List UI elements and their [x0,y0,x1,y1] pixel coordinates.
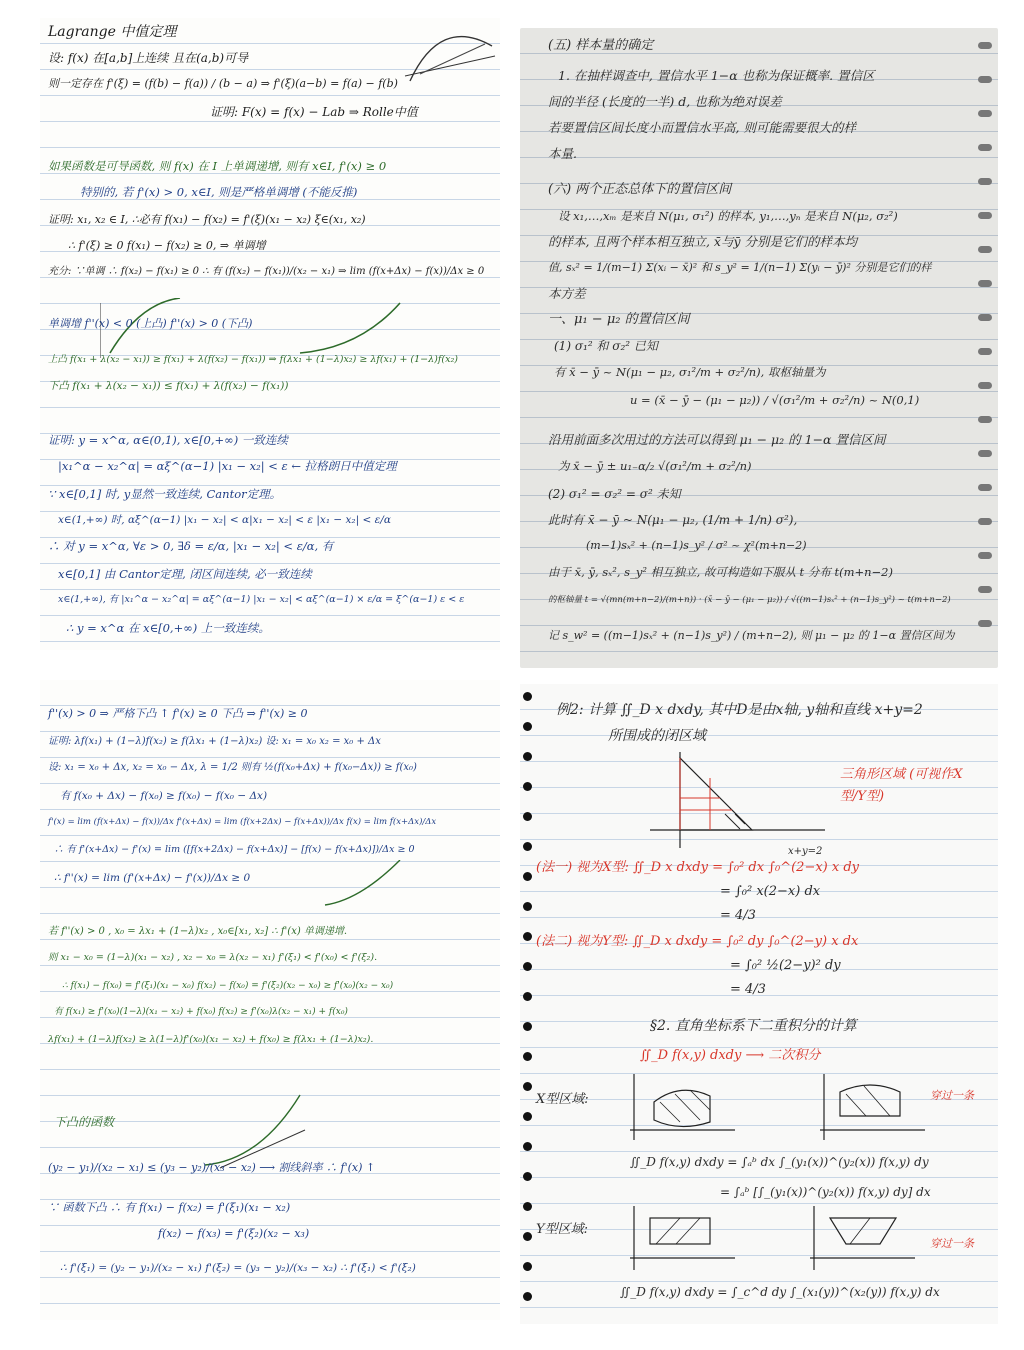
y-region-figure [620,1204,740,1274]
line-label: x+y=2 [788,846,823,857]
note-line: 记 s_w² = ((m−1)sₓ² + (n−1)s_y²) / (m+n−2), 则 μ₁ − μ₂ 的 1−α 置信区间为 [548,629,955,642]
note-line: 设: f(x) 在[a,b]上连续 且在(a,b)可导 [48,51,249,65]
x-region-figure-alt [810,1072,930,1142]
note-line: 间的半径 (长度的一半) d, 也称为绝对误差 [548,94,782,109]
note-line: (y₂ − y₁)/(x₂ − x₁) ≤ (y₃ − y₂)/(x₃ − x₂) ⟶ 割线斜率 ∴ f'(x) ↑ [48,1161,376,1174]
note-line: 本量. [548,146,577,161]
y-formula: ∬_D f(x,y) dxdy = ∫_c^d dy ∫_(x₁(y))^(x₂(y)) f(x,y) dx [620,1285,940,1299]
note-line: x∈[0,1] 由 Cantor定理, 闭区间连续, 必一致连续 [58,567,312,581]
note-line: 若要置信区间长度小而置信水平高, 则可能需要很大的样 [548,120,856,135]
example-title: 所围成的闭区域 [608,728,706,744]
note-line: f''(x) > 0 ⇒ 严格下凸 ↑ f'(x) ≥ 0 下凸 ⇒ f''(x) ≥ 0 [48,707,308,720]
note-line: ∵ x∈[0,1] 时, y显然一致连续, Cantor定理。 [48,487,282,501]
note-line: 设 x₁,…,xₘ 是来自 N(μ₁, σ₁²) 的样本, y₁,…,yₙ 是来自 N(μ₂, σ₂²) [558,209,898,223]
notes-bottom-right [520,684,998,1324]
note-line: (五) 样本量的确定 [548,38,654,53]
note-line: ∴ y = x^α 在 x∈[0,+∞) 上一致连续。 [66,621,270,635]
note-line: x∈(1,+∞) 时, αξ^(α−1) |x₁ − x₂| < α|x₁ − x₂| < ε |x₁ − x₂| < ε/α [58,514,391,526]
method-x-step: = ∫₀² x(2−x) dx [720,884,821,899]
secant-sketch [200,1090,310,1170]
note-line: 值, sₓ² = 1/(m−1) Σ(xᵢ − x̄)² 和 s_y² = 1/(n−1) Σ(yᵢ − ȳ)² 分别是它们的样 [548,261,932,274]
note-line: 由于 x̄, ȳ, sₓ², s_y² 相互独立, 故可构造如下服从 t 分布 t(m+n−2) [548,565,893,579]
note-line: (m−1)sₓ² + (n−1)s_y² / σ² ~ χ²(m+n−2) [586,539,807,552]
note-line: 下凸 f(x₁ + λ(x₂ − x₁)) ≤ f(x₁) + λ(f(x₂) − f(x₁)) [48,380,289,392]
note-line: 下凸的函数 [54,1115,115,1129]
note-line: ∴ f'(ξ) ≥ 0 f(x₁) − f(x₂) ≥ 0, ⇒ 单调增 [68,239,266,252]
x-formula: ∬_D f(x,y) dxdy = ∫ₐᵇ dx ∫_(y₁(x))^(y₂(x)) f(x,y) dy [630,1155,929,1169]
notes-bottom-left [40,680,500,1320]
note-line: f(x₂) − f(x₃) = f'(ξ₂)(x₂ − x₃) [158,1227,310,1240]
note-line: 则 x₁ − x₀ = (1−λ)(x₁ − x₂) , x₂ − x₀ = λ(x₂ − x₁) f'(ξ₁) < f'(x₀) < f'(ξ₂). [48,952,378,963]
note-line: ∴ f(x₁) − f(x₀) = f'(ξ₁)(x₁ − x₀) f(x₂) − f(x₀) = f'(ξ₂)(x₂ − x₀) ≥ f'(x₀)(x₂ − x₀) [62,981,394,991]
method-x: (法一) 视为X型: ∬_D x dxdy = ∫₀² dx ∫₀^(2−x) x dy [536,860,860,875]
note-line: 本方差 [548,286,586,301]
x-region-figure [620,1072,740,1142]
note-line: 沿用前面多次用过的方法可以得到 μ₁ − μ₂ 的 1−α 置信区间 [548,432,886,447]
note-line: (六) 两个正态总体下的置信区间 [548,182,732,197]
note-line: x∈(1,+∞), 有 |x₁^α − x₂^α| = αξ^(α−1) |x₁ − x₂| < αξ^(α−1) × ε/α = ξ^(α−1) ε < ε [58,594,465,605]
method-y-step: = ∫₀² ½(2−y)² dy [730,958,841,973]
note-line: 特别的, 若 f'(x) > 0, x∈I, 则是严格单调增 (不能反推) [80,185,358,199]
notes-top-right [520,28,998,668]
triangle-region-figure [640,750,830,850]
y-region-figure-alt [800,1204,920,1274]
note-line: ∴ f'(ξ₁) = (y₂ − y₁)/(x₂ − x₁) f'(ξ₂) = (y₃ − y₂)/(x₃ − x₂) ∴ f'(ξ₁) < f'(ξ₂) [60,1262,416,1274]
note-line: 此时有 x̄ − ȳ ~ N(μ₁ − μ₂, (1/m + 1/n) σ²), [548,513,798,527]
note-line: 为 x̄ − ȳ ± u₁₋α/₂ √(σ₁²/m + σ₂²/n) [558,459,752,473]
example-title: 例2: 计算 ∬_D x dxdy, 其中D是由x轴, y轴和直线 x+y=2 [556,702,923,718]
note-line: u = (x̄ − ȳ − (μ₁ − μ₂)) / √(σ₁²/m + σ₂²/n) ~ N(0,1) [630,393,920,407]
note-line: 若 f''(x) > 0 , x₀ = λx₁ + (1−λ)x₂ , x₀∈[x₁, x₂] ∴ f'(x) 单调递增. [48,926,348,937]
note-line: ∴ 对 y = x^α, ∀ε > 0, ∃δ = ε/α, |x₁ − x₂| < ε/α, 有 [48,539,334,553]
x-region-label: X型区域: [536,1092,589,1107]
note-line: Lagrange 中值定理 [48,24,177,40]
note-line: 如果函数是可导函数, 则 f(x) 在 I 上单调递增, 则有 x∈I, f'(x) ≥ 0 [48,159,387,173]
triangle-note: 三角形区域 (可视作X型/Y型) [840,767,963,804]
note-line: 设: x₁ = x₀ + Δx, x₂ = x₀ − Δx, λ = 1/2 则有 ½(f(x₀+Δx) + f(x₀−Δx)) ≥ f(x₀) [48,762,417,773]
section-flow: ∬_D f(x,y) dxdy ⟶ 二次积分 [640,1048,821,1063]
note-line: 则一定存在 f'(ξ) = (f(b) − f(a)) / (b − a) ⇒ f'(ξ)(a−b) = f(a) − f(b) [48,77,398,90]
note-line: 证明: x₁, x₂ ∈ I, ∴必有 f(x₁) − f(x₂) = f'(ξ)(x₁ − x₂) ξ∈(x₁, x₂) [48,213,366,226]
note-line: ∴ f''(x) = lim (f'(x+Δx) − f'(x))/Δx ≥ 0 [54,872,251,884]
note-line: 证明: F(x) = f(x) − Lab ⇒ Rolle中值 [210,105,418,119]
note-line: ∴ 有 f'(x+Δx) − f'(x) = lim ([f(x+2Δx) − f(x+Δx)] − [f(x) − f(x+Δx)])/Δx ≥ 0 [54,844,415,855]
notes-top-left [40,18,500,650]
note-line: 的样本, 且两个样本相互独立, x̄与ȳ 分别是它们的样本均 [548,234,857,249]
note-line: ∵ 函数下凸 ∴ 有 f(x₁) − f(x₂) = f'(ξ₁)(x₁ − x₂) [48,1201,291,1214]
red-note: 穿过一条 [930,1089,974,1102]
method-y: (法二) 视为Y型: ∬_D x dxdy = ∫₀² dy ∫₀^(2−y) x dx [536,934,859,949]
section-title: §2. 直角坐标系下二重积分的计算 [650,1018,857,1034]
note-line: (2) σ₁² = σ₂² = σ² 未知 [548,487,681,501]
note-line: λf(x₁) + (1−λ)f(x₂) ≥ λ(1−λ)f'(x₀)(x₁ − x₂) + f(x₀) ≥ f(λx₁ + (1−λ)x₂). [48,1034,374,1045]
note-line: 单调增 f''(x) < 0 (上凸) f''(x) > 0 (下凸) [48,317,253,330]
note-line: 证明: y = x^α, α∈(0,1), x∈[0,+∞) 一致连续 [48,433,288,447]
note-line: 1. 在抽样调查中, 置信水平 1−α 也称为保证概率. 置信区 [558,68,875,83]
note-line: 的枢轴量 t = √(mn(m+n−2)/(m+n)) · (x̄ − ȳ − (μ₁ − μ₂)) / √((m−1)sₓ² + (n−1)s_y²) ~ t(m+n−2) [548,595,951,605]
note-line: 有 f(x₁) ≥ f'(x₀)(1−λ)(x₁ − x₂) + f(x₀) f(x₂) ≥ f'(x₀)λ(x₂ − x₁) + f(x₀) [54,1007,348,1017]
note-line: 证明: λf(x₁) + (1−λ)f(x₂) ≥ f(λx₁ + (1−λ)x₂) 设: x₁ = x₀ x₂ = x₀ + Δx [48,736,381,747]
method-x-step: = 4/3 [720,908,756,923]
method-y-step: = 4/3 [730,982,766,997]
note-line: 有 f(x₀ + Δx) − f(x₀) ≥ f(x₀) − f(x₀ − Δx) [60,790,268,802]
note-line: 有 x̄ − ȳ ~ N(μ₁ − μ₂, σ₁²/m + σ₂²/n), 取枢轴量为 [554,365,826,379]
note-line: 一、μ₁ − μ₂ 的置信区间 [548,312,690,327]
note-line: |x₁^α − x₂^α| = αξ^(α−1) |x₁ − x₂| < ε ← 拉格朗日中值定理 [58,459,397,473]
note-line: f'(x) = lim (f(x+Δx) − f(x))/Δx f'(x+Δx) = lim (f(x+2Δx) − f(x+Δx))/Δx f(x) = lim f(x+Δx)/Δx [48,817,437,827]
note-line: 上凸 f(x₁ + λ(x₂ − x₁)) ≥ f(x₁) + λ(f(x₂) − f(x₁)) ⇒ f(λx₁ + (1−λ)x₂) ≥ λf(x₁) + (1−λ)f(x₂) [48,354,458,365]
red-note: 穿过一条 [930,1237,974,1250]
note-line: 充分: ∵单调 ∴ f(x₂) − f(x₁) ≥ 0 ∴ 有 (f(x₂) − f(x₁))/(x₂ − x₁) ⇒ lim (f(x+Δx) − f(x))/Δx ≥ 0 [48,266,485,277]
note-line: (1) σ₁² 和 σ₂² 已知 [554,339,658,353]
x-formula-2: = ∫ₐᵇ [∫_(y₁(x))^(y₂(x)) f(x,y) dy] dx [720,1185,931,1199]
y-region-label: Y型区域: [536,1222,588,1237]
